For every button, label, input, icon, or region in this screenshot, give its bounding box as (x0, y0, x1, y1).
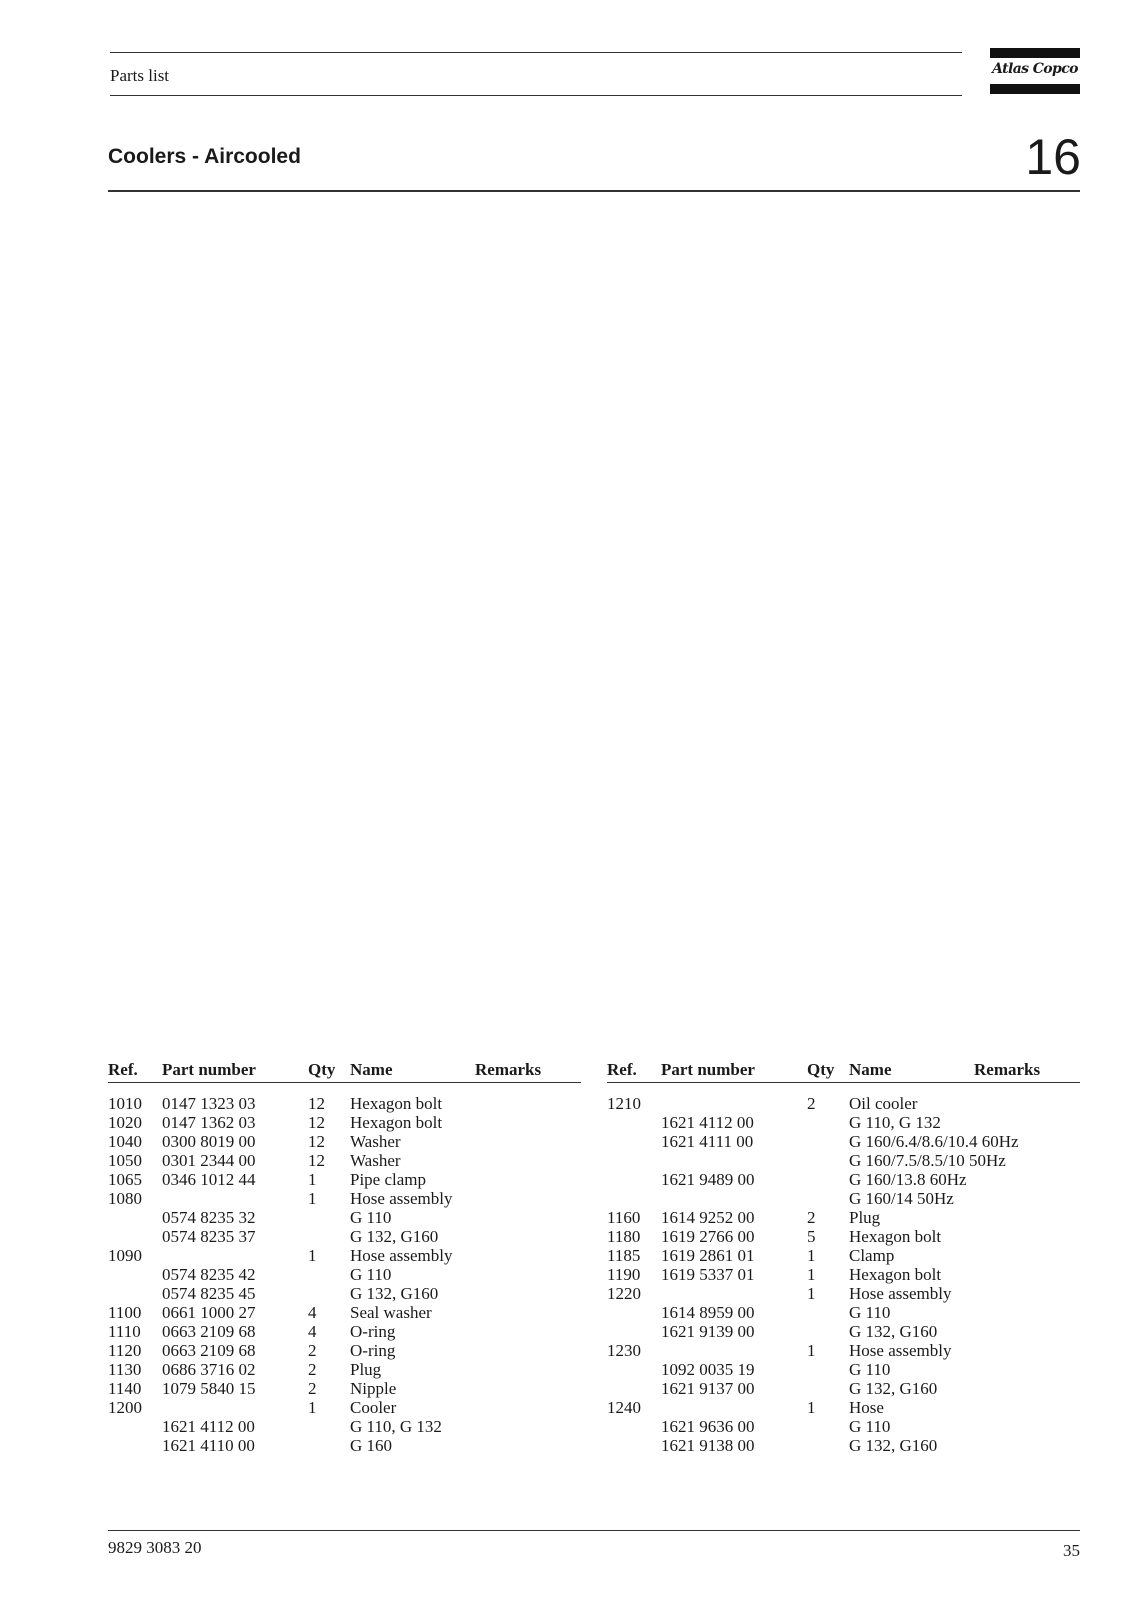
header-ref: Ref. (108, 1060, 138, 1079)
row-part-number: 1621 9137 00 (661, 1379, 755, 1398)
table-row (108, 1227, 581, 1246)
row-name: G 110, G 132 (350, 1417, 442, 1436)
row-ref: 1220 (607, 1284, 641, 1303)
row-name: G 110 (849, 1360, 891, 1379)
table-row (607, 1284, 1080, 1303)
row-name: Plug (849, 1208, 881, 1227)
row-ref: 1090 (108, 1246, 142, 1265)
table-rows-right (607, 1094, 1080, 1455)
table-row (108, 1303, 581, 1322)
row-name: Hose (849, 1398, 884, 1417)
row-part-number: 1621 9489 00 (661, 1170, 755, 1189)
row-part-number: 1621 4112 00 (162, 1417, 255, 1436)
row-name: Clamp (849, 1246, 895, 1265)
row-ref: 1100 (108, 1303, 142, 1322)
row-ref: 1210 (607, 1094, 641, 1113)
row-part-number: 0301 2344 00 (162, 1151, 256, 1170)
parts-table-left (108, 1060, 581, 1455)
table-row (108, 1322, 581, 1341)
table-row (607, 1113, 1080, 1132)
logo-bottom-bar (990, 84, 1080, 94)
row-name: G 110 (350, 1208, 392, 1227)
table-row (108, 1360, 581, 1379)
row-part-number: 1079 5840 15 (162, 1379, 256, 1398)
row-ref: 1130 (108, 1360, 142, 1379)
table-row (108, 1189, 581, 1208)
row-qty: 12 (308, 1132, 325, 1151)
row-qty: 4 (308, 1322, 317, 1341)
row-qty: 4 (308, 1303, 317, 1322)
row-part-number: 1614 9252 00 (661, 1208, 755, 1227)
table-row (607, 1417, 1080, 1436)
page-number: 35 (1063, 1541, 1080, 1560)
row-qty: 2 (807, 1208, 816, 1227)
header-qty: Qty (308, 1060, 336, 1079)
table-row (108, 1284, 581, 1303)
table-row (607, 1170, 1080, 1189)
table-row (607, 1341, 1080, 1360)
row-ref: 1190 (607, 1265, 641, 1284)
table-row (108, 1436, 581, 1455)
header-remarks: Remarks (974, 1060, 1041, 1079)
row-part-number: 1619 2766 00 (661, 1227, 755, 1246)
row-ref: 1140 (108, 1379, 142, 1398)
row-part-number: 0346 1012 44 (162, 1170, 256, 1189)
table-row (607, 1436, 1080, 1455)
row-name: Oil cooler (849, 1094, 918, 1113)
row-name: Cooler (350, 1398, 397, 1417)
row-ref: 1080 (108, 1189, 142, 1208)
row-qty: 12 (308, 1113, 325, 1132)
row-qty: 1 (308, 1398, 317, 1417)
table-row (108, 1246, 581, 1265)
row-ref: 1240 (607, 1398, 641, 1417)
row-qty: 2 (308, 1341, 317, 1360)
row-name: Hexagon bolt (350, 1094, 443, 1113)
table-row (607, 1151, 1080, 1170)
row-qty: 12 (308, 1151, 325, 1170)
row-ref: 1065 (108, 1170, 142, 1189)
row-part-number: 1621 4112 00 (661, 1113, 754, 1132)
row-name: Nipple (350, 1379, 397, 1398)
row-name: Hose assembly (849, 1284, 952, 1303)
table-rows-left (108, 1094, 581, 1455)
row-qty: 1 (308, 1246, 317, 1265)
row-part-number: 0661 1000 27 (162, 1303, 256, 1322)
table-row (607, 1227, 1080, 1246)
row-name: G 160 (350, 1436, 393, 1455)
footer-rule (108, 1530, 1080, 1531)
row-part-number: 0147 1362 03 (162, 1113, 256, 1132)
table-row (607, 1398, 1080, 1417)
row-part-number: 0686 3716 02 (162, 1360, 256, 1379)
row-name: Hexagon bolt (350, 1113, 443, 1132)
row-part-number: 1621 9139 00 (661, 1322, 755, 1341)
row-part-number: 0147 1323 03 (162, 1094, 256, 1113)
row-part-number: 1621 4110 00 (162, 1436, 255, 1455)
table-row (607, 1303, 1080, 1322)
header-name: Name (849, 1060, 892, 1079)
header-name: Name (350, 1060, 393, 1079)
row-name: Hexagon bolt (849, 1227, 942, 1246)
table-row (607, 1265, 1080, 1284)
row-part-number: 1619 2861 01 (661, 1246, 755, 1265)
row-part-number: 1619 5337 01 (661, 1265, 755, 1284)
table-row (108, 1208, 581, 1227)
row-part-number: 1614 8959 00 (661, 1303, 755, 1322)
row-ref: 1110 (108, 1322, 141, 1341)
row-qty: 5 (807, 1227, 816, 1246)
table-header-right (607, 1060, 1080, 1083)
row-name: G 110 (849, 1417, 891, 1436)
table-row (607, 1208, 1080, 1227)
row-ref: 1180 (607, 1227, 641, 1246)
row-name: G 132, G160 (849, 1436, 938, 1455)
document-number: 9829 3083 20 (108, 1538, 202, 1557)
header-qty: Qty (807, 1060, 835, 1079)
row-name: G 132, G160 (350, 1227, 439, 1246)
row-qty: 1 (308, 1170, 317, 1189)
logo-wordmark: Atlas Copco (992, 61, 1078, 77)
title-rule (108, 190, 1080, 192)
row-name: Plug (350, 1360, 382, 1379)
row-part-number: 1092 0035 19 (661, 1360, 755, 1379)
row-part-number: 0663 2109 68 (162, 1322, 256, 1341)
table-row (607, 1322, 1080, 1341)
row-qty: 1 (308, 1189, 317, 1208)
row-name: G 160/7.5/8.5/10 50Hz (849, 1151, 1006, 1170)
row-name: Washer (350, 1132, 401, 1151)
table-row (108, 1094, 581, 1113)
row-name: Pipe clamp (350, 1170, 427, 1189)
row-part-number: 0574 8235 32 (162, 1208, 256, 1227)
row-name: G 110 (350, 1265, 392, 1284)
row-part-number: 0663 2109 68 (162, 1341, 256, 1360)
row-name: Hose assembly (350, 1246, 453, 1265)
row-part-number: 0574 8235 37 (162, 1227, 256, 1246)
header-remarks: Remarks (475, 1060, 542, 1079)
row-ref: 1185 (607, 1246, 641, 1265)
table-row (607, 1360, 1080, 1379)
row-name: Hose assembly (849, 1341, 952, 1360)
row-part-number: 1621 4111 00 (661, 1132, 754, 1151)
chapter-number: 16 (1025, 129, 1081, 185)
row-part-number: 1621 9636 00 (661, 1417, 755, 1436)
table-row (607, 1094, 1080, 1113)
row-name: O-ring (350, 1341, 396, 1360)
row-qty: 1 (807, 1246, 816, 1265)
parts-table-right (607, 1060, 1080, 1455)
row-name: Washer (350, 1151, 401, 1170)
row-part-number: 0574 8235 42 (162, 1265, 256, 1284)
table-row (108, 1151, 581, 1170)
row-qty: 2 (308, 1360, 317, 1379)
table-row (607, 1189, 1080, 1208)
row-part-number: 0300 8019 00 (162, 1132, 256, 1151)
logo-top-bar (990, 48, 1080, 58)
row-qty: 2 (308, 1379, 317, 1398)
header-part-number: Part number (162, 1060, 256, 1079)
table-row (108, 1398, 581, 1417)
header-ref: Ref. (607, 1060, 637, 1079)
row-ref: 1010 (108, 1094, 142, 1113)
row-qty: 1 (807, 1398, 816, 1417)
table-row (108, 1341, 581, 1360)
table-row (108, 1113, 581, 1132)
header-top-rule (110, 52, 962, 53)
table-row (607, 1379, 1080, 1398)
row-name: G 160/14 50Hz (849, 1189, 954, 1208)
table-row (108, 1417, 581, 1436)
row-qty: 1 (807, 1265, 816, 1284)
atlas-copco-logo (990, 48, 1080, 94)
row-qty: 1 (807, 1341, 816, 1360)
row-qty: 12 (308, 1094, 325, 1113)
row-name: Hexagon bolt (849, 1265, 942, 1284)
table-header-left (108, 1060, 581, 1083)
row-part-number: 0574 8235 45 (162, 1284, 256, 1303)
row-name: G 132, G160 (849, 1322, 938, 1341)
row-ref: 1050 (108, 1151, 142, 1170)
row-part-number: 1621 9138 00 (661, 1436, 755, 1455)
row-ref: 1020 (108, 1113, 142, 1132)
row-name: G 132, G160 (849, 1379, 938, 1398)
header-label: Parts list (110, 66, 170, 85)
table-row (108, 1379, 581, 1398)
header-bottom-rule (110, 95, 962, 96)
row-ref: 1200 (108, 1398, 142, 1417)
row-ref: 1120 (108, 1341, 142, 1360)
row-qty: 2 (807, 1094, 816, 1113)
row-name: G 160/6.4/8.6/10.4 60Hz (849, 1132, 1019, 1151)
row-name: Hose assembly (350, 1189, 453, 1208)
row-ref: 1040 (108, 1132, 142, 1151)
table-row (607, 1132, 1080, 1151)
table-row (108, 1265, 581, 1284)
row-qty: 1 (807, 1284, 816, 1303)
header-part-number: Part number (661, 1060, 755, 1079)
section-title: Coolers - Aircooled (108, 145, 301, 168)
table-row (108, 1132, 581, 1151)
row-name: G 160/13.8 60Hz (849, 1170, 967, 1189)
row-ref: 1230 (607, 1341, 641, 1360)
row-name: G 110 (849, 1303, 891, 1322)
row-name: O-ring (350, 1322, 396, 1341)
row-ref: 1160 (607, 1208, 641, 1227)
row-name: G 132, G160 (350, 1284, 439, 1303)
row-name: Seal washer (350, 1303, 432, 1322)
table-row (108, 1170, 581, 1189)
row-name: G 110, G 132 (849, 1113, 941, 1132)
table-row (607, 1246, 1080, 1265)
